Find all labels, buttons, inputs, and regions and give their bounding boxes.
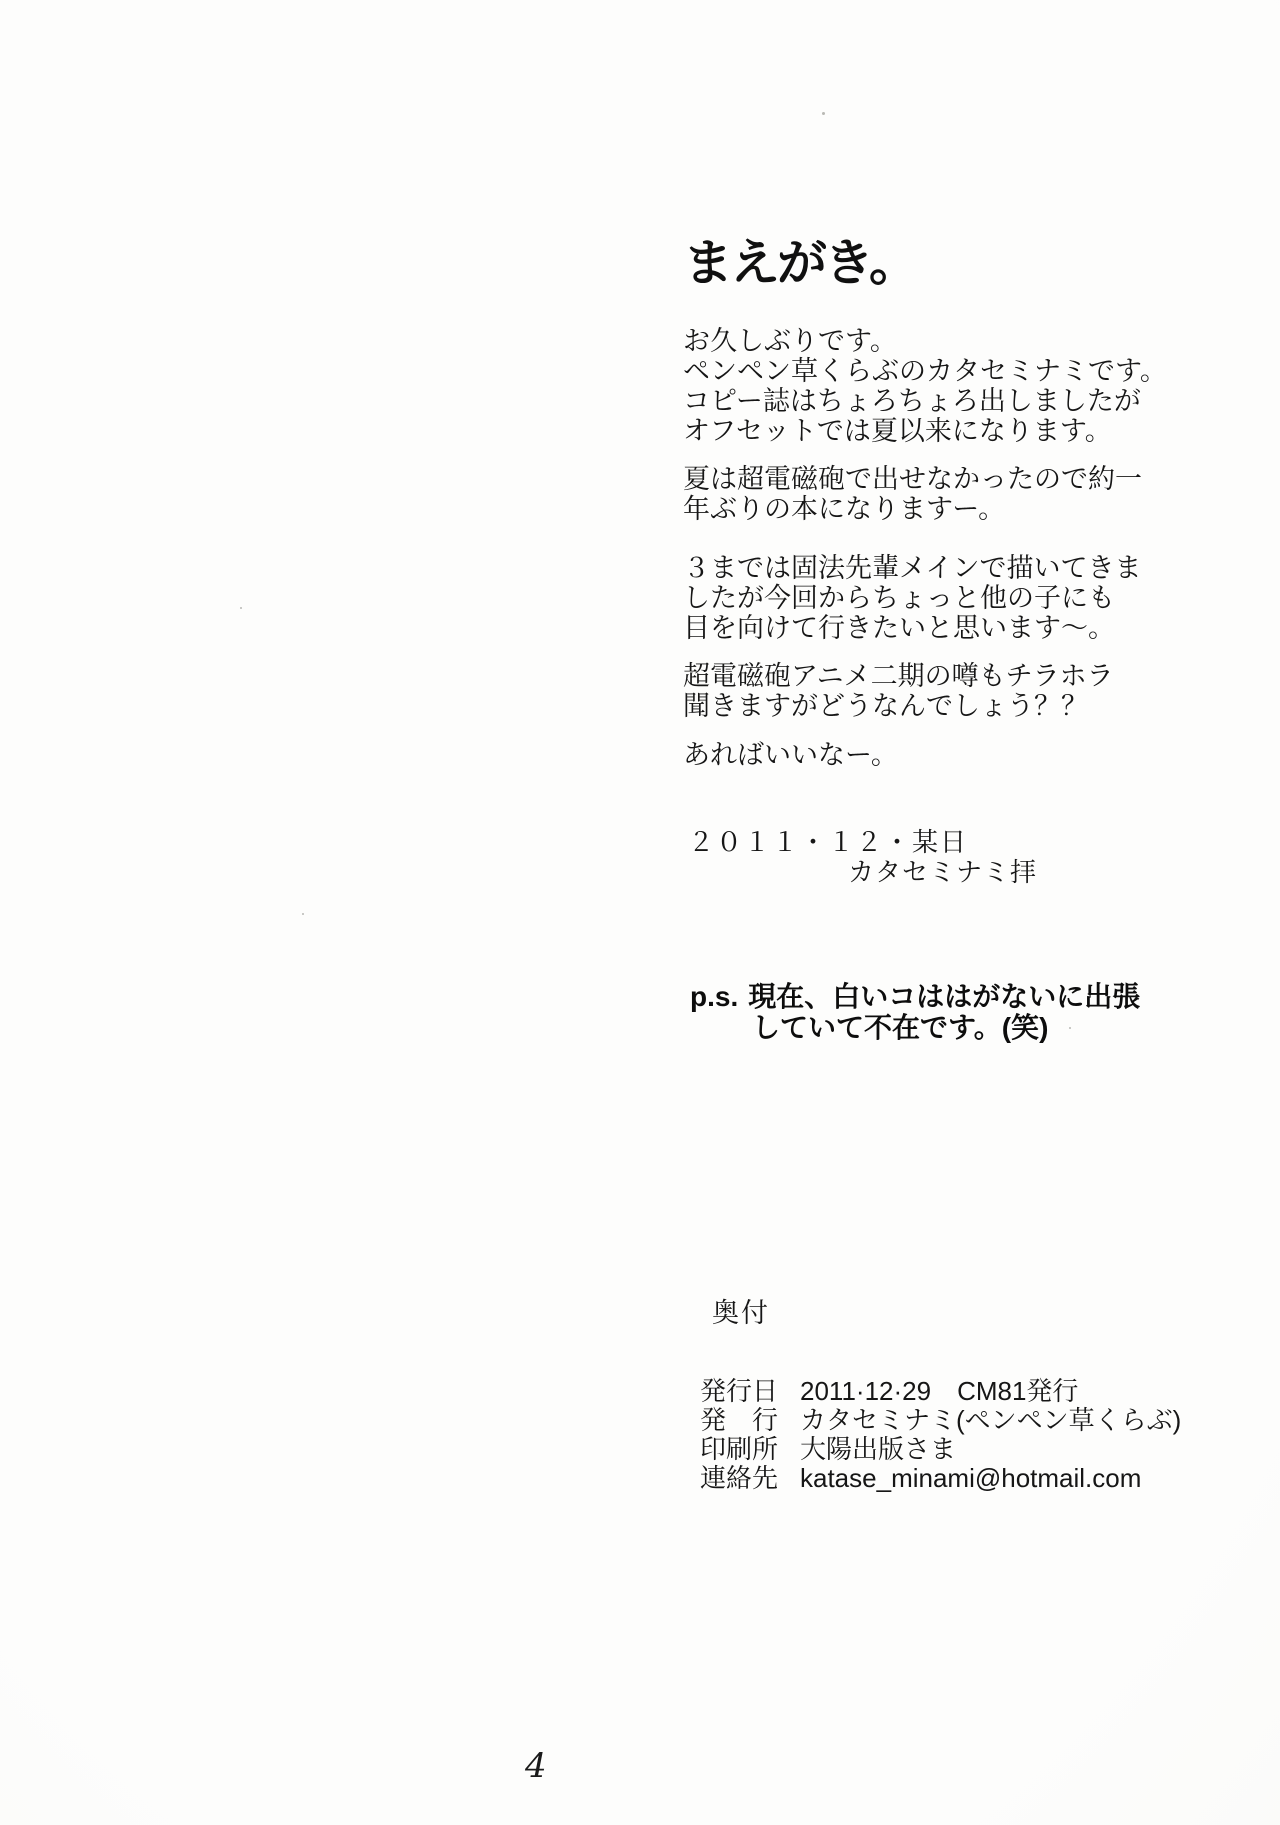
- author-signature: カタセミナミ拝: [848, 857, 1038, 887]
- colophon-label: 印刷所: [700, 1434, 779, 1464]
- colophon-label: 連絡先: [700, 1463, 779, 1493]
- preface-paragraph-1: [683, 326, 1167, 446]
- page-title: まえがき。: [683, 235, 916, 291]
- postscript-block: [690, 981, 1140, 1043]
- text-line: 超電磁砲アニメ二期の噂もチラホラ: [683, 661, 1114, 691]
- page-number: 4: [525, 1746, 547, 1786]
- scan-speck: [822, 112, 825, 115]
- text-line: 聞きますがどうなんでしょう？？: [683, 691, 1088, 721]
- preface-paragraph-3: [683, 553, 1141, 643]
- text-line: ペンペン草くらぶのカタセミナミです。: [683, 356, 1167, 386]
- colophon-block: [700, 1377, 1181, 1493]
- postscript-line-2: していて不在です。(笑): [752, 1012, 1049, 1043]
- text-line: オフセットでは夏以来になります。: [683, 416, 1112, 446]
- colophon-label: 発行日: [700, 1376, 779, 1406]
- colophon-row: [700, 1377, 1181, 1406]
- scan-speck: [240, 607, 242, 609]
- colophon-value: 大陽出版さま: [800, 1434, 957, 1464]
- postscript-line-1: [690, 981, 1140, 1012]
- colophon-row: [700, 1406, 1181, 1435]
- text-line: コピー誌はちょろちょろ出しましたが: [683, 386, 1141, 416]
- colophon-value: 2011·12·29 CM81発行: [800, 1376, 1079, 1406]
- colophon-heading: 奥付: [712, 1298, 770, 1328]
- colophon-row: [700, 1464, 1181, 1493]
- colophon-email: katase_minami@hotmail.com: [800, 1463, 1142, 1493]
- scan-speck: [1069, 1027, 1071, 1029]
- text-line: あればいいなー。: [683, 740, 898, 770]
- colophon-label: 発 行: [700, 1405, 779, 1435]
- scan-speck: [302, 913, 304, 915]
- text-line: ３までは固法先輩メインで描いてきま: [683, 553, 1142, 583]
- text-line: 年ぶりの本になりますー。: [683, 494, 1006, 524]
- text-line: 目を向けて行きたいと思います～。: [683, 613, 1115, 643]
- date-signature-block: [688, 827, 1037, 887]
- preface-paragraph-4: [683, 661, 1114, 721]
- text-line: したが今回からちょっと他の子にも: [683, 583, 1115, 613]
- preface-paragraph-5: [683, 740, 898, 770]
- date-line: ２０１１・１２・某日: [688, 827, 969, 857]
- text-line: 夏は超電磁砲で出せなかったので約一: [683, 464, 1142, 494]
- preface-paragraph-2: [683, 464, 1142, 524]
- colophon-value: カタセミナミ(ペンペン草くらぶ): [800, 1405, 1182, 1435]
- postscript-prefix: p.s.: [690, 981, 739, 1012]
- postscript-text: 現在、白いコははがないに出張: [748, 981, 1141, 1012]
- text-line: お久しぶりです。: [683, 326, 897, 356]
- colophon-row: [700, 1435, 1181, 1464]
